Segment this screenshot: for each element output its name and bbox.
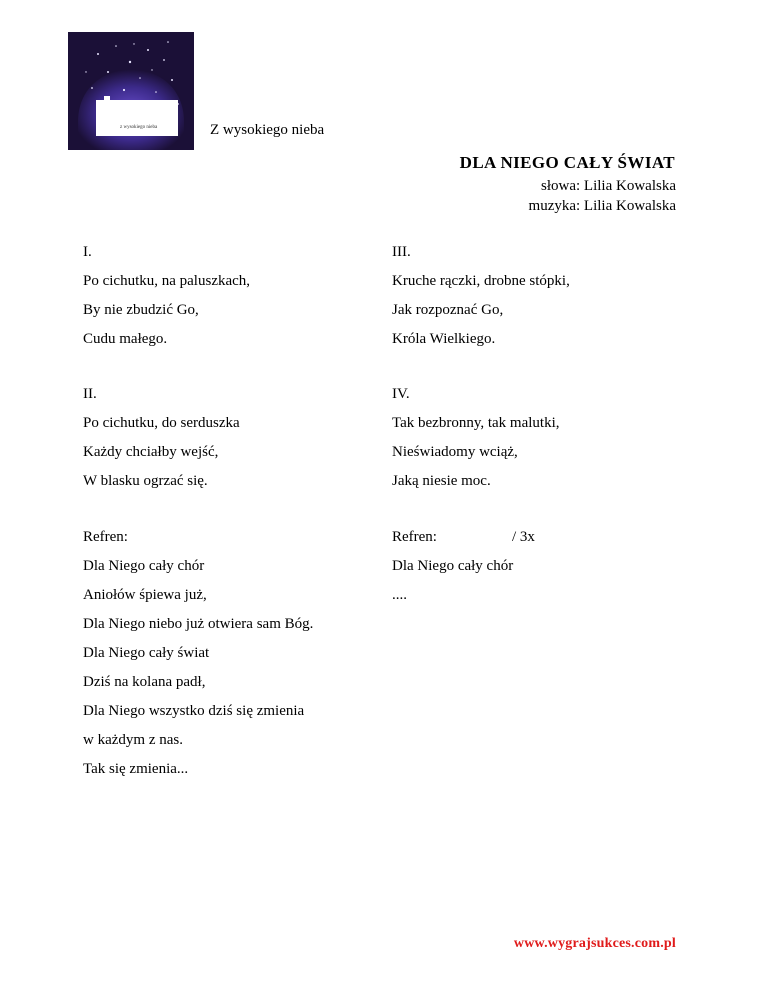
website-link[interactable]: www.wygrajsukces.com.pl (513, 936, 676, 951)
song-title: DLA NIEGO CAŁY ŚWIAT (459, 153, 675, 172)
chorus-line: Dla Niego wszystko dziś się zmienia (83, 703, 305, 719)
chorus-label: Refren: (392, 529, 437, 545)
lyric-line: Króla Wielkiego. (392, 331, 496, 347)
lyric-line: Po cichutku, do serduszka (83, 415, 240, 431)
chorus-line: Dziś na kolana padł, (83, 674, 206, 690)
chorus-line: w każdym z nas. (83, 732, 183, 748)
verse-label: II. (83, 386, 97, 402)
lyric-line: Cudu małego. (83, 331, 168, 347)
lyrics-credit: słowa: Lilia Kowalska (541, 178, 676, 194)
album-cover (68, 32, 194, 150)
chorus-label: Refren: (83, 529, 128, 545)
verse-label: IV. (392, 386, 410, 402)
lyric-line: Nieświadomy wciąż, (392, 444, 518, 460)
chorus-line: .... (392, 587, 407, 603)
cover-illustration (68, 32, 194, 150)
album-title: Z wysokiego nieba (210, 122, 325, 138)
lyric-line: Jak rozpoznać Go, (392, 302, 504, 318)
lyric-line: W blasku ogrzać się. (83, 473, 208, 489)
lyric-line: Każdy chciałby wejść, (83, 444, 219, 460)
music-credit: muzyka: Lilia Kowalska (528, 198, 676, 214)
chorus-line: Aniołów śpiewa już, (83, 587, 207, 603)
repeat-marker: / 3x (512, 529, 535, 545)
chorus-line: Dla Niego cały chór (392, 558, 514, 574)
verse-label: I. (83, 244, 92, 260)
lyric-line: Po cichutku, na paluszkach, (83, 273, 251, 289)
cover-caption: z wysokiego nieba (120, 125, 158, 130)
lyric-line: Jaką niesie moc. (392, 473, 491, 489)
lyric-line: Kruche rączki, drobne stópki, (392, 273, 570, 289)
lyric-line: Tak bezbronny, tak malutki, (392, 415, 560, 431)
chorus-line: Dla Niego cały chór (83, 558, 205, 574)
lyric-line: By nie zbudzić Go, (83, 302, 199, 318)
chorus-line: Tak się zmienia... (83, 761, 189, 777)
chorus-line: Dla Niego cały świat (83, 645, 210, 661)
chorus-line: Dla Niego niebo już otwiera sam Bóg. (83, 616, 314, 632)
verse-label: III. (392, 244, 411, 260)
